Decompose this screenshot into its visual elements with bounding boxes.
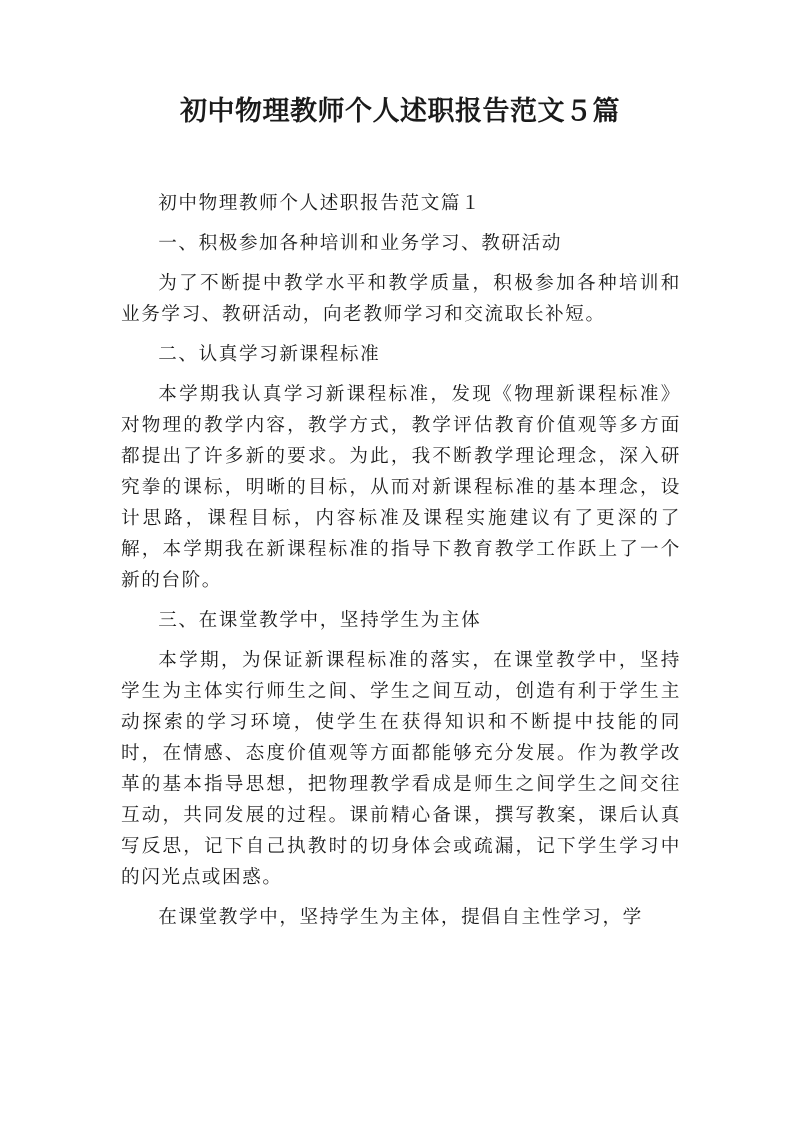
subheading: 二、认真学习新课程标准: [158, 344, 381, 365]
document-title: 初中物理教师个人述职报告范文５篇: [180, 96, 620, 127]
subheading: 三、在课堂教学中，坚持学生为主体: [158, 610, 482, 631]
paragraph: 为了不断提中教学水平和教学质量，积极参加各种培训和业务学习、教研活动，向老教师学习和交流取长补短。: [121, 273, 681, 325]
paragraph: 在课堂教学中，坚持学生为主体，提倡自主性学习，学: [158, 907, 643, 928]
section-heading: 初中物理教师个人述职报告范文篇１: [158, 193, 482, 214]
paragraph: 本学期我认真学习新课程标准，发现《物理新课程标准》对物理的教学内容，教学方式，教学评估教育价值观等多方面都提出了许多新的要求。为此，我不断教学理论理念，深入研究拳的课标，明晰的目标，从而对新课程标准的基本理念，设计思路，课程目标，内容标准及课程实施建议有了更深的了解，本学期我在新课程标准的指导下教育教学工作跃上了一个新的台阶。: [121, 384, 681, 591]
subheading: 一、积极参加各种培训和业务学习、教研活动: [158, 233, 563, 254]
paragraph: 本学期，为保证新课程标准的落实，在课堂教学中，坚持学生为主体实行师生之间、学生之间互动，创造有利于学生主动探索的学习环境，使学生在获得知识和不断提中技能的同时，在情感、态度价值观等方面都能够充分发展。作为教学改革的基本指导思想，把物理教学看成是师生之间学生之间交往互动，共同发展的过程。课前精心备课，撰写教案，课后认真写反思，记下自己执教时的切身体会或疏漏，记下学生学习中的闪光点或困惑。: [121, 650, 681, 888]
document-body: [121, 188, 681, 942]
